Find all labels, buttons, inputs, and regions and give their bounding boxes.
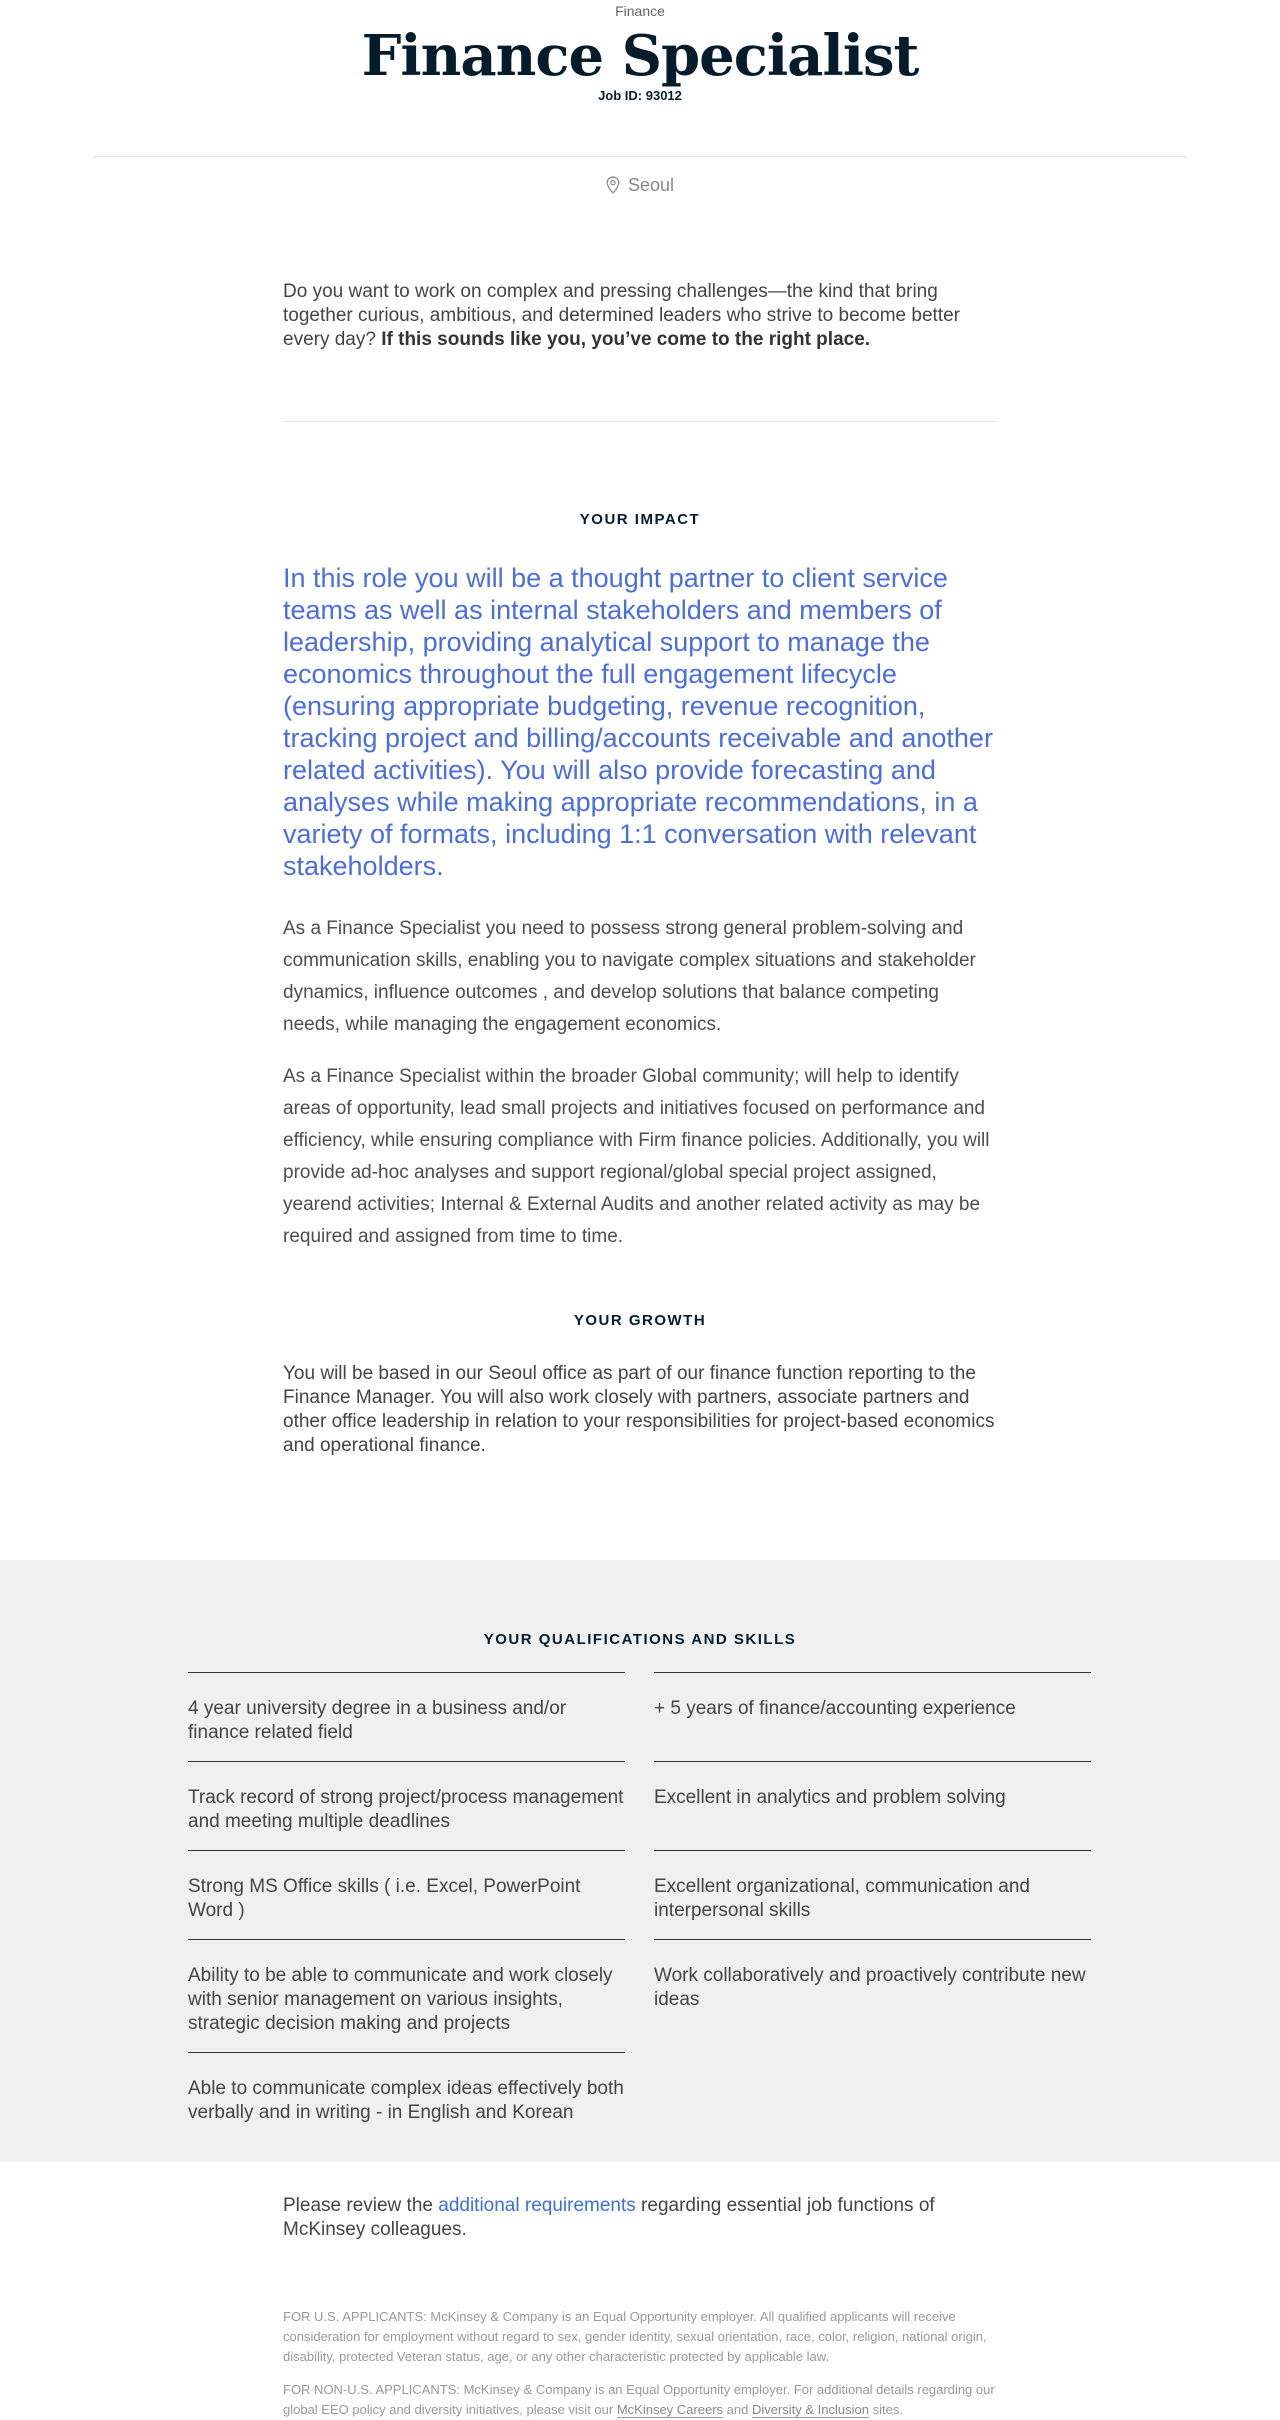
impact-heading: YOUR IMPACT (579, 511, 701, 528)
qualification-item: Strong MS Office skills ( i.e. Excel, PowerPoint Word ) (188, 1850, 625, 1923)
intro-bold: If this sounds like you, you’ve come to the right place. (381, 329, 871, 350)
qualification-item: Track record of strong project/process management and meeting multiple deadlines (188, 1761, 625, 1834)
job-id: Job ID: 93012 (598, 88, 682, 103)
legal-non-us-applicants (283, 2380, 997, 2420)
qualification-item: + 5 years of finance/accounting experience (654, 1672, 1091, 1721)
qualifications-heading: YOUR QUALIFICATIONS AND SKILLS (483, 1631, 797, 1648)
intro-divider (283, 421, 997, 422)
header-divider (94, 156, 1186, 157)
legal-non-us-after: sites. (869, 2402, 903, 2417)
impact-paragraph-2: As a Finance Specialist within the broader Global community; will help to identify areas of opportunity, lead small projects and initiatives focused on performance and efficiency, while ensuring compliance with Firm finance policies. Additionally, you will provide ad-hoc analyses and support regional/global special project assigned, yearend activities; Internal & External Audits and another related activity as may be required and assigned from time to time. (283, 1066, 990, 1247)
review-before: Please review the (283, 2195, 439, 2216)
page-title: Finance Specialist (361, 23, 919, 89)
page-header (0, 0, 1280, 104)
legal-non-us-before: FOR NON-U.S. APPLICANTS: McKinsey & Company is an Equal Opportunity employer. For additional details regarding our global EEO policy and diversity initiatives, please visit our (283, 2382, 995, 2417)
qualification-item: 4 year university degree in a business and/or finance related field (188, 1672, 625, 1745)
intro-text (283, 280, 997, 352)
location-pin-icon (606, 176, 620, 194)
mckinsey-careers-link[interactable]: McKinsey Careers (616, 2402, 724, 2417)
growth-text: You will be based in our Seoul office as part of our finance function reporting to the Finance Manager. You will also work closely with partners, associate partners and other office leadership in relation to your responsibilities for project-based economics and operational finance. (283, 1363, 995, 1456)
qualification-item: Excellent organizational, communication and interpersonal skills (654, 1850, 1091, 1923)
review-after: regarding essential job functions of McKinsey colleagues. (283, 2195, 935, 2240)
job-location (0, 172, 1280, 198)
growth-heading: YOUR GROWTH (573, 1312, 707, 1329)
qualification-item: Ability to be able to communicate and work closely with senior management on various insights, strategic decision making and projects (188, 1939, 625, 2036)
qualification-item: Work collaboratively and proactively contribute new ideas (654, 1939, 1091, 2012)
additional-requirements-link[interactable]: additional requirements (438, 2195, 636, 2216)
location-city: Seoul (627, 175, 675, 195)
impact-paragraph-1: As a Finance Specialist you need to possess strong general problem-solving and communication skills, enabling you to navigate complex situations and stakeholder dynamics, influence outcomes , and develop solutions that balance competing needs, while managing the engagement economics. (283, 918, 976, 1035)
impact-highlight: In this role you will be a thought partner to client service teams as well as internal stakeholders and members of leadership, providing analytical support to manage the economics throughout the full engagement lifecycle (ensuring appropriate budgeting, revenue recognition, tracking project and billing/accounts receivable and another related activities). You will also provide forecasting and analyses while making appropriate recommendations, in a variety of formats, including 1:1 conversation with relevant stakeholders. (283, 563, 993, 881)
legal-and: and (723, 2402, 752, 2417)
legal-us-applicants: FOR U.S. APPLICANTS: McKinsey & Company is an Equal Opportunity employer. All qualified applicants will receive consideration for employment without regard to sex, gender identity, sexual orientation, race, color, religion, national origin, disability, protected Veteran status, age, or any other characteristic protected by applicable law. (283, 2309, 987, 2364)
qualification-item: Excellent in analytics and problem solving (654, 1761, 1091, 1810)
qualifications-section (0, 1560, 1280, 2162)
intro-question: Do you want to work on complex and pressing challenges—the kind that bring together curious, ambitious, and determined leaders who strive to become better every day? (283, 281, 960, 350)
qualification-item: Able to communicate complex ideas effectively both verbally and in writing - in English and Korean (188, 2052, 625, 2125)
review-text (283, 2194, 997, 2242)
diversity-inclusion-link[interactable]: Diversity & Inclusion (751, 2402, 869, 2417)
job-category: Finance (615, 3, 665, 19)
